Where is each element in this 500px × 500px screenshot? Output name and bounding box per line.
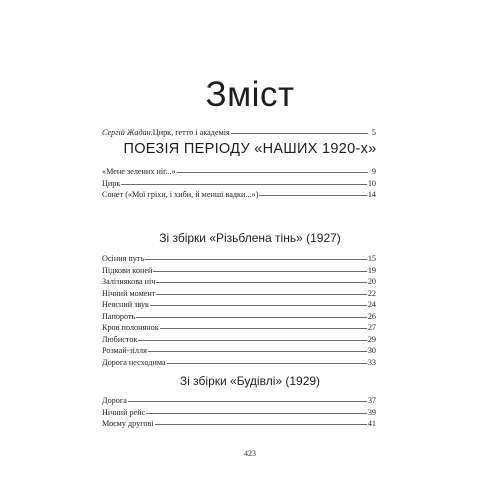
page-number: 423 (244, 449, 256, 458)
dot-leader (155, 424, 367, 425)
toc-entry (102, 288, 376, 300)
section2-entries (102, 253, 376, 368)
dot-leader (136, 317, 367, 318)
entry-title: Дорога несходима (102, 357, 166, 367)
toc-entry (102, 334, 376, 346)
section-heading: ПОЕЗІЯ ПЕРІОДУ «НАШИХ 1920-х» (123, 141, 377, 157)
dot-leader (156, 294, 366, 295)
entry-title: Кров полонянок (102, 323, 159, 332)
toc-entry (102, 276, 376, 288)
entry-page: 9 (371, 167, 376, 176)
entry-page: 5 (371, 128, 376, 137)
entry-page: 19 (367, 265, 376, 275)
entry-title: Неясний звук (102, 300, 150, 309)
toc-entry (102, 311, 376, 323)
toc-entry (102, 189, 376, 201)
dot-leader (138, 340, 366, 341)
toc-entry (102, 357, 376, 369)
toc-entry (102, 253, 376, 265)
entry-title: Нічний момент (102, 288, 156, 298)
entry-page: 29 (367, 334, 376, 344)
entry-title: Осіння путь (102, 254, 145, 263)
toc-entry (102, 265, 376, 277)
dot-leader (128, 401, 367, 402)
dot-leader (145, 259, 367, 260)
toc-entry (102, 178, 376, 190)
entry-title: Нічний рейс (102, 407, 146, 417)
dot-leader (160, 328, 367, 329)
entry-title: Розмай-зілля (102, 346, 147, 355)
entry-page: 24 (367, 300, 376, 309)
dot-leader (259, 195, 366, 196)
section1-entries (102, 166, 376, 201)
entry-title: Сонет («Мої гріхи, і хиби, й менші вадки...») (102, 190, 259, 199)
entry-title: Цирк (102, 178, 121, 188)
toc-entry (102, 127, 376, 139)
toc-entry (102, 166, 376, 178)
dot-leader (150, 305, 367, 306)
entry-page: 41 (367, 419, 376, 428)
dot-leader (177, 172, 368, 173)
section3-entries (102, 395, 376, 430)
entry-page: 14 (367, 190, 376, 199)
page-title: Зміст (205, 75, 295, 114)
entry-title: Дорога (102, 396, 127, 405)
entry-page: 15 (367, 254, 376, 263)
entry-title: Моєму другові (102, 419, 154, 428)
toc-entry (102, 395, 376, 407)
entry-page: 37 (367, 396, 376, 405)
entry-page: 27 (367, 323, 376, 332)
entry-title: Цирк, гетто і академія (152, 128, 230, 137)
toc-entry (102, 407, 376, 419)
entry-page: 22 (367, 288, 376, 298)
dot-leader (231, 133, 368, 134)
section-heading: Зі збірки «Різьблена тінь» (1927) (159, 231, 341, 245)
entry-page: 30 (367, 346, 376, 355)
intro-entry-block (102, 127, 376, 139)
entry-title: Залізнякова ніч (102, 277, 156, 286)
entry-page: 26 (367, 311, 376, 321)
entry-page: 20 (367, 277, 376, 286)
entry-author: Сергій Жадан. (102, 128, 153, 137)
entry-page: 10 (367, 178, 376, 188)
toc-entry (102, 418, 376, 430)
entry-page: 39 (367, 407, 376, 417)
dot-leader (156, 282, 366, 283)
dot-leader (121, 184, 366, 185)
entry-title: «Мене зелених ніг...» (102, 167, 176, 176)
toc-entry (102, 322, 376, 334)
dot-leader (167, 363, 367, 364)
dot-leader (146, 413, 367, 414)
entry-title: Папороть (102, 311, 136, 321)
toc-entry (102, 299, 376, 311)
toc-entry (102, 345, 376, 357)
entry-title: Любисток (102, 334, 138, 344)
entry-title: Підкови коней (102, 265, 153, 275)
dot-leader (153, 271, 366, 272)
entry-page: 33 (367, 357, 376, 367)
dot-leader (148, 351, 367, 352)
section-heading: Зі збірки «Будівлі» (1929) (179, 374, 321, 388)
